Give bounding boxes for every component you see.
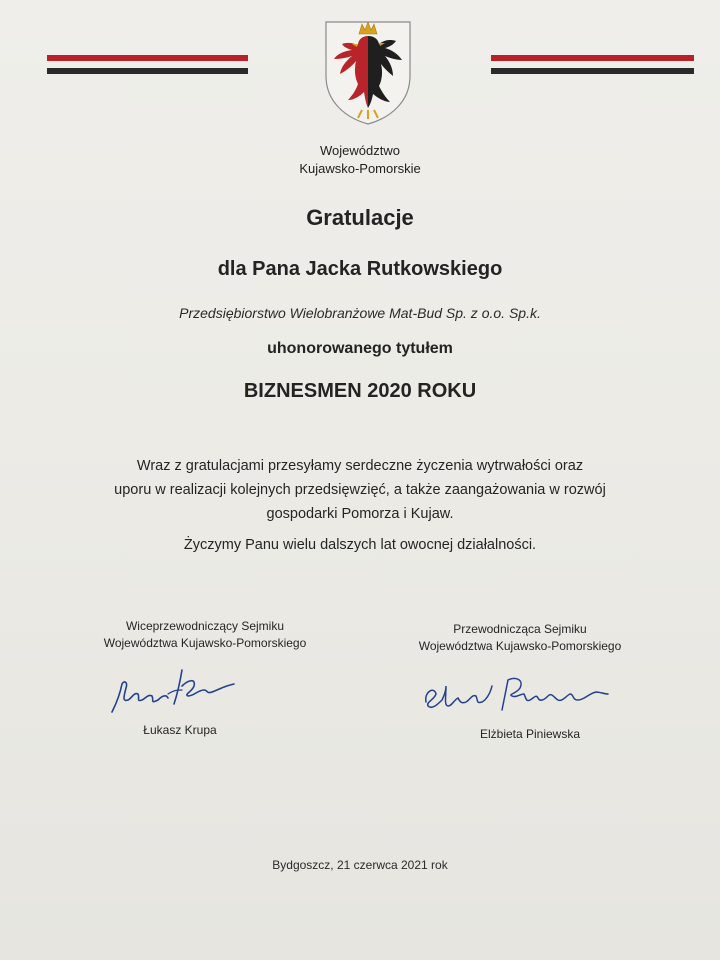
- left-handwritten-signature: [108, 660, 238, 720]
- place-and-date: Bydgoszcz, 21 czerwca 2021 rok: [272, 858, 448, 872]
- award-title: BIZNESMEN 2020 ROKU: [243, 380, 477, 402]
- left-role-line-1: Wiceprzewodniczący Sejmiku: [125, 619, 285, 633]
- flag-stripe-left: [47, 55, 248, 75]
- left-signatory-role: [60, 618, 350, 652]
- wish-line: Życzymy Panu wielu dalszych lat owocnej działalności.: [183, 537, 537, 553]
- congratulation-paragraph: [0, 454, 720, 526]
- left-role-line-2: Województwa Kujawsko-Pomorskiego: [103, 636, 307, 650]
- region-name: [0, 142, 720, 178]
- right-signatory-name: Elżbieta Piniewska: [479, 727, 581, 741]
- left-signatory-name: Łukasz Krupa: [143, 723, 217, 737]
- paragraph-line-2: uporu w realizacji kolejnych przedsięwzięć, a także zaangażowania w rozwój: [114, 482, 606, 498]
- right-role-line-2: Województwa Kujawsko-Pomorskiego: [418, 639, 622, 653]
- honored-line: uhonorowanego tytułem: [267, 340, 453, 357]
- right-signatory-role: [375, 621, 665, 655]
- paragraph-line-1: Wraz z gratulacjami przesyłamy serdeczne życzenia wytrwałości oraz: [136, 458, 584, 474]
- right-handwritten-signature: [420, 672, 610, 716]
- flag-stripe-right: [491, 55, 694, 75]
- certificate-title: Gratulacje: [306, 205, 414, 230]
- right-role-line-1: Przewodnicząca Sejmiku: [453, 622, 587, 636]
- coat-of-arms-icon: [322, 14, 414, 128]
- region-line-1: Województwo: [320, 143, 400, 158]
- paragraph-line-3: gospodarki Pomorza i Kujaw.: [266, 506, 454, 522]
- company-name: Przedsiębiorstwo Wielobranżowe Mat-Bud Sp. z o.o. Sp.k.: [179, 305, 541, 321]
- region-line-2: Kujawsko-Pomorskie: [299, 161, 421, 176]
- recipient-name: dla Pana Jacka Rutkowskiego: [217, 258, 503, 280]
